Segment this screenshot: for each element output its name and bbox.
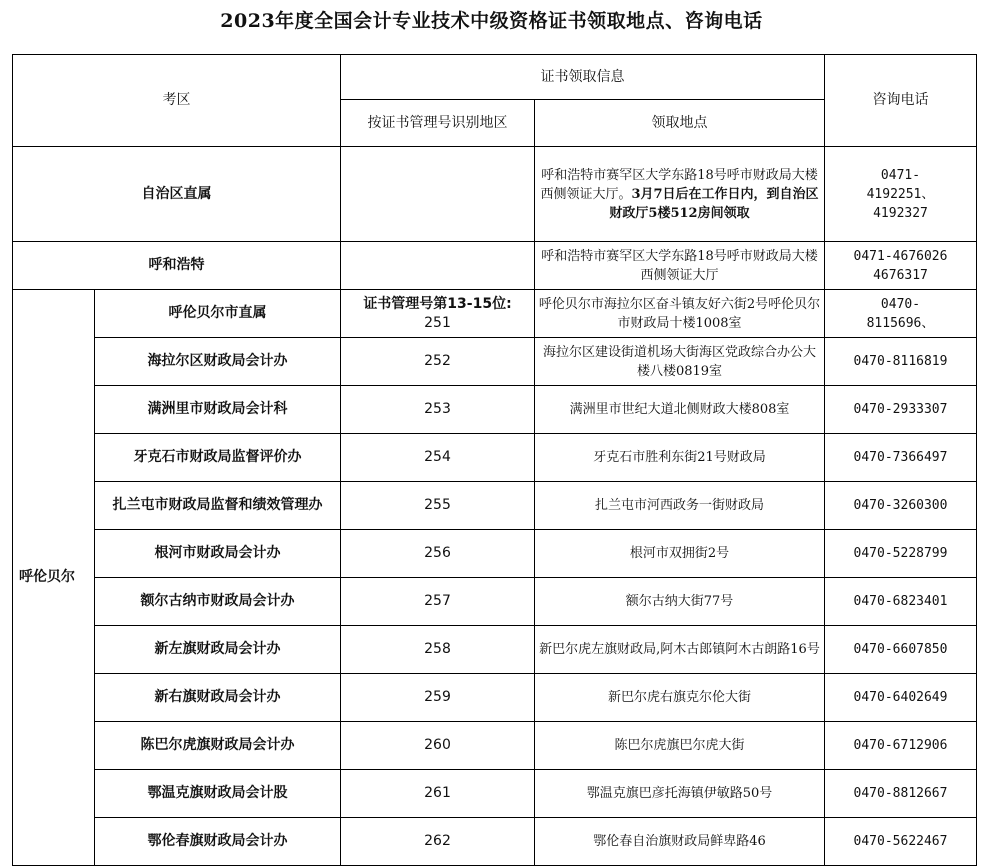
code-cell [341,147,535,242]
location-cell: 根河市双拥街2号 [535,530,825,578]
code-cell: 257 [341,578,535,626]
phone-line: 8115696、 [866,315,935,331]
code-cell: 262 [341,818,535,866]
phone-cell: 0470-8812667 [825,770,977,818]
code-cell: 252 [341,338,535,386]
code-cell: 256 [341,530,535,578]
header-by-number: 按证书管理号识别地区 [341,100,535,147]
office-name: 额尔古纳市财政局会计办 [95,578,341,626]
phone-cell [825,242,977,290]
header-phone: 咨询电话 [825,55,977,147]
code-cell: 254 [341,434,535,482]
table-row [13,626,977,674]
phone-line: 0471- [880,167,921,183]
table-row [13,578,977,626]
table-row [13,386,977,434]
location-cell: 陈巴尔虎旗巴尔虎大街 [535,722,825,770]
phone-cell: 0470-6823401 [825,578,977,626]
location-cell: 额尔古纳大街77号 [535,578,825,626]
table-row [13,722,977,770]
code-cell [341,242,535,290]
phone-cell: 0470-6607850 [825,626,977,674]
location-cell [535,147,825,242]
location-cell: 扎兰屯市河西政务一街财政局 [535,482,825,530]
table-row [13,674,977,722]
office-name: 牙克石市财政局监督评价办 [95,434,341,482]
office-name: 海拉尔区财政局会计办 [95,338,341,386]
phone-cell [825,147,977,242]
code-cell: 259 [341,674,535,722]
code-cell: 260 [341,722,535,770]
header-region: 考区 [13,55,341,147]
region-hulunbeier: 呼伦贝尔 [13,290,95,866]
location-cell: 牙克石市胜利东街21号财政局 [535,434,825,482]
code-cell [341,290,535,338]
office-name: 新右旗财政局会计办 [95,674,341,722]
code-value: 251 [424,314,451,331]
table-row [13,818,977,866]
certificate-table [12,54,977,866]
office-name: 陈巴尔虎旗财政局会计办 [95,722,341,770]
location-cell: 呼和浩特市赛罕区大学东路18号呼市财政局大楼西侧领证大厅 [535,242,825,290]
office-name: 扎兰屯市财政局监督和绩效管理办 [95,482,341,530]
header-cert-info: 证书领取信息 [341,55,825,100]
office-name: 呼伦贝尔市直属 [95,290,341,338]
office-name: 鄂伦春旗财政局会计办 [95,818,341,866]
region-name: 呼和浩特 [13,242,341,290]
phone-line: 4192251、 [866,186,935,202]
phone-cell: 0470-5228799 [825,530,977,578]
phone-line: 4676317 [873,267,928,283]
location-cell: 海拉尔区建设街道机场大街海区党政综合办公大楼八楼0819室 [535,338,825,386]
office-name: 满洲里市财政局会计科 [95,386,341,434]
code-prefix: 证书管理号第13-15位: [363,295,512,312]
header-row-1 [13,55,977,100]
phone-cell: 0470-6712906 [825,722,977,770]
location-cell: 呼伦贝尔市海拉尔区奋斗镇友好六街2号呼伦贝尔市财政局十楼1008室 [535,290,825,338]
location-cell: 满洲里市世纪大道北侧财政大楼808室 [535,386,825,434]
table-row [13,434,977,482]
phone-line: 4192327 [873,205,928,221]
phone-cell: 0470-3260300 [825,482,977,530]
location-note: 3月7日后在工作日内，到自治区财政厅5楼512房间领取 [609,186,819,221]
office-name: 鄂温克旗财政局会计股 [95,770,341,818]
location-cell: 鄂温克旗巴彦托海镇伊敏路50号 [535,770,825,818]
table-row [13,290,977,338]
table-row [13,482,977,530]
location-cell: 鄂伦春自治旗财政局鲜卑路46 [535,818,825,866]
phone-cell: 0470-2933307 [825,386,977,434]
location-cell: 新巴尔虎右旗克尔伦大街 [535,674,825,722]
office-name: 新左旗财政局会计办 [95,626,341,674]
location-cell: 新巴尔虎左旗财政局,阿木古郎镇阿木古朗路16号 [535,626,825,674]
phone-cell: 0470-5622467 [825,818,977,866]
document-title: 2023年度全国会计专业技术中级资格证书领取地点、咨询电话 [220,10,763,32]
phone-cell: 0470-6402649 [825,674,977,722]
row-huhehaote [13,242,977,290]
phone-line: 0471-4676026 [853,248,948,264]
table-row [13,530,977,578]
code-cell: 258 [341,626,535,674]
phone-cell: 0470-7366497 [825,434,977,482]
office-name: 根河市财政局会计办 [95,530,341,578]
code-cell: 253 [341,386,535,434]
location-text: 呼和浩特市赛罕区大学东路18号呼市财政局大楼西侧领证大厅。 [540,167,818,202]
header-location: 领取地点 [535,100,825,147]
code-cell: 261 [341,770,535,818]
phone-cell: 0470-8116819 [825,338,977,386]
table-row [13,770,977,818]
table-row [13,338,977,386]
phone-cell [825,290,977,338]
region-name: 自治区直属 [13,147,341,242]
phone-line: 0470- [880,296,921,312]
code-cell: 255 [341,482,535,530]
row-zizhiqu [13,147,977,242]
